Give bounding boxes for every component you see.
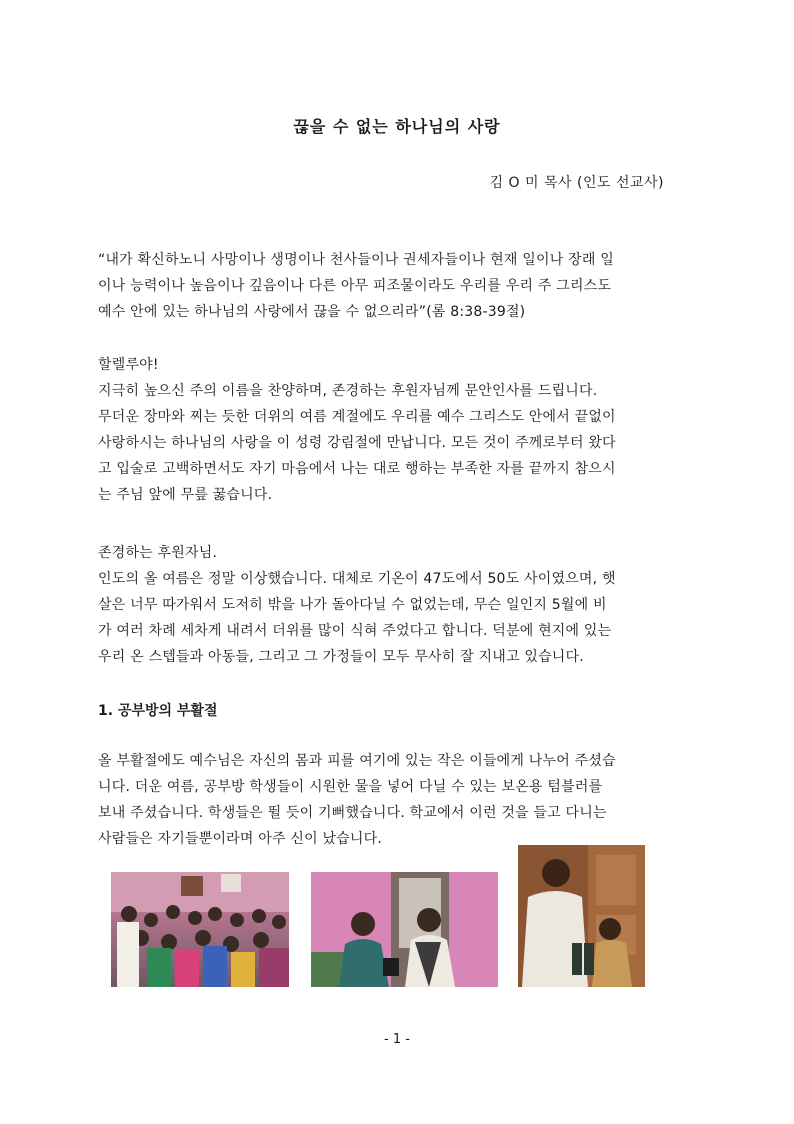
section-line: 올 부활절에도 예수님은 자신의 몸과 피를 여기에 있는 작은 이들에게 나누어 주셨습 [98, 753, 616, 769]
greeting-line: 는 주님 앞에 무릎 꿇습니다. [98, 487, 273, 503]
section-heading: 1. 공부방의 부활절 [98, 703, 218, 719]
author-line: 김 O 미 목사 (인도 선교사) [489, 175, 664, 191]
section-line: 니다. 더운 여름, 공부방 학생들이 시원한 물을 넣어 다닐 수 있는 보온용 텀블러를 [98, 779, 603, 795]
section-line: 보내 주셨습니다. 학생들은 뛸 듯이 기뻐했습니다. 학교에서 이런 것을 들고 다니는 [98, 805, 607, 821]
photo-pastor-and-girl [518, 845, 645, 987]
quote-line: “내가 확신하노니 사망이나 생명이나 천사들이나 권세자들이나 현재 일이나 장래 일 [98, 252, 614, 268]
document-title: 끊을 수 없는 하나님의 사랑 [293, 117, 501, 136]
quote-line: 예수 안에 있는 하나님의 사랑에서 끊을 수 없으리라”(롬 8:38-39절) [98, 304, 526, 320]
scripture-quote [98, 247, 666, 325]
photo-children-group [111, 872, 289, 987]
quote-line: 이나 능력이나 높음이나 깊음이나 다른 아무 피조물이라도 우리를 우리 주 그리스도 [98, 278, 612, 294]
summer-line: 존경하는 후원자님. [98, 545, 218, 561]
greeting-line: 고 입술로 고백하면서도 자기 마음에서 나는 대로 행하는 부족한 자를 끝까지 참으시 [98, 461, 616, 477]
summer-line: 인도의 올 여름은 정말 이상했습니다. 대체로 기온이 47도에서 50도 사이였으며, 햇 [98, 571, 616, 587]
summer-line: 우리 온 스텝들과 아동들, 그리고 그 가정들이 모두 무사히 잘 지내고 있습니다. [98, 649, 584, 665]
page-number: - 1 - [384, 1032, 410, 1047]
greeting-line: 무더운 장마와 찌는 듯한 더위의 여름 계절에도 우리를 예수 그리스도 안에서 끝없이 [98, 409, 616, 425]
summer-paragraph [98, 540, 666, 670]
greeting-line: 할렐루야! [98, 357, 159, 373]
section-line: 사람들은 자기들뿐이라며 아주 신이 났습니다. [98, 831, 383, 847]
photo-two-women [311, 872, 498, 987]
greeting-paragraph [98, 352, 666, 508]
greeting-line: 지극히 높으신 주의 이름을 찬양하며, 존경하는 후원자님께 문안인사를 드립니다. [98, 383, 598, 399]
greeting-line: 사랑하시는 하나님의 사랑을 이 성령 강림절에 만납니다. 모든 것이 주께로부터 왔다 [98, 435, 616, 451]
summer-line: 가 여러 차례 세차게 내려서 더위를 많이 식혀 주었다고 합니다. 덕분에 현지에 있는 [98, 623, 612, 639]
summer-line: 살은 너무 따가워서 도저히 밖을 나가 돌아다닐 수 없었는데, 무슨 일인지 5월에 비 [98, 597, 607, 613]
section-paragraph [98, 748, 666, 852]
